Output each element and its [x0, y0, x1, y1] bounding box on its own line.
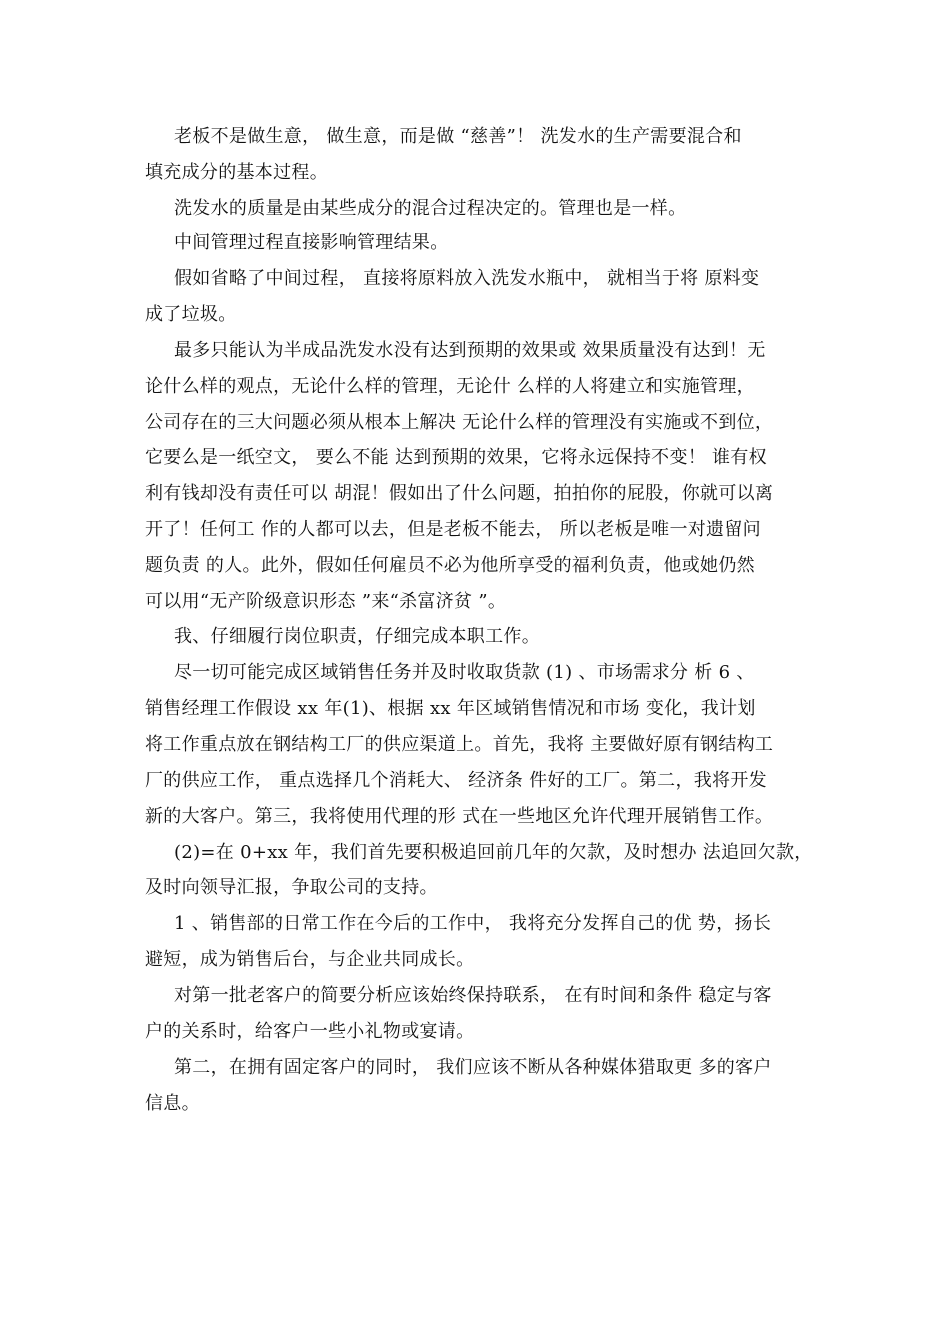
- text-line: 论什么样的观点，无论什么样的管理，无论什 么样的人将建立和实施管理，: [145, 376, 755, 397]
- text-line: 及时向领导汇报，争取公司的支持。: [145, 877, 438, 898]
- text-line: 它要么是一纸空文， 要么不能 达到预期的效果，它将永远保持不变！ 谁有权: [145, 447, 767, 468]
- text-line: 户的关系时，给客户一些小礼物或宴请。: [145, 1021, 475, 1042]
- text-line: 信息。: [145, 1093, 200, 1114]
- text-line: 对第一批老客户的简要分析应该始终保持联系， 在有时间和条件 稳定与客: [174, 985, 772, 1006]
- text-line: 新的大客户。第三，我将使用代理的形 式在一些地区允许代理开展销售工作。: [145, 806, 774, 827]
- text-line: 开了！任何工 作的人都可以去，但是老板不能去， 所以老板是唯一对遗留问: [145, 519, 761, 540]
- text-line: 题负责 的人。此外，假如任何雇员不必为他所享受的福利负责，他或她仍然: [145, 555, 755, 576]
- text-line: 公司存在的三大问题必须从根本上解决 无论什么样的管理没有实施或不到位，: [145, 412, 774, 433]
- text-line: 老板不是做生意， 做生意，而是做 “慈善”！ 洗发水的生产需要混合和: [174, 126, 742, 147]
- text-line: 第二，在拥有固定客户的同时， 我们应该不断从各种媒体猎取更 多的客户: [174, 1057, 772, 1078]
- text-line: 假如省略了中间过程， 直接将原料放入洗发水瓶中， 就相当于将 原料变: [174, 268, 760, 289]
- text-line: 1 、销售部的日常工作在今后的工作中， 我将充分发挥自己的优 势，扬长: [174, 913, 772, 934]
- text-line: 中间管理过程直接影响管理结果。: [174, 232, 449, 253]
- text-line: 洗发水的质量是由某些成分的混合过程决定的。管理也是一样。: [174, 198, 687, 219]
- text-line: 销售经理工作假设 xx 年(1)、根据 xx 年区域销售情况和市场 变化，我计划: [145, 698, 756, 719]
- text-line: 尽一切可能完成区域销售任务并及时收取货款 (1) 、市场需求分 析 6 、: [174, 662, 755, 683]
- text-line: 填充成分的基本过程。: [145, 162, 328, 183]
- text-line: 我、仔细履行岗位职责，仔细完成本职工作。: [174, 626, 540, 647]
- text-line: 可以用“无产阶级意识形态 ”来“杀富济贫 ”。: [145, 591, 507, 612]
- text-line: 成了垃圾。: [145, 304, 237, 325]
- text-line: 最多只能认为半成品洗发水没有达到预期的效果或 效果质量没有达到！无: [174, 340, 766, 361]
- text-line: 避短，成为销售后台，与企业共同成长。: [145, 949, 475, 970]
- text-line: 厂的供应工作， 重点选择几个消耗大、 经济条 件好的工厂。第二，我将开发: [145, 770, 767, 791]
- text-line: 利有钱却没有责任可以 胡混！假如出了什么问题，拍拍你的屁股，你就可以离: [145, 483, 774, 504]
- text-line: 将工作重点放在钢结构工厂的供应渠道上。首先，我将 主要做好原有钢结构工: [145, 734, 774, 755]
- text-line: (2)=在 0+xx 年，我们首先要积极追回前几年的欠款，及时想办 法追回欠款，: [174, 842, 813, 863]
